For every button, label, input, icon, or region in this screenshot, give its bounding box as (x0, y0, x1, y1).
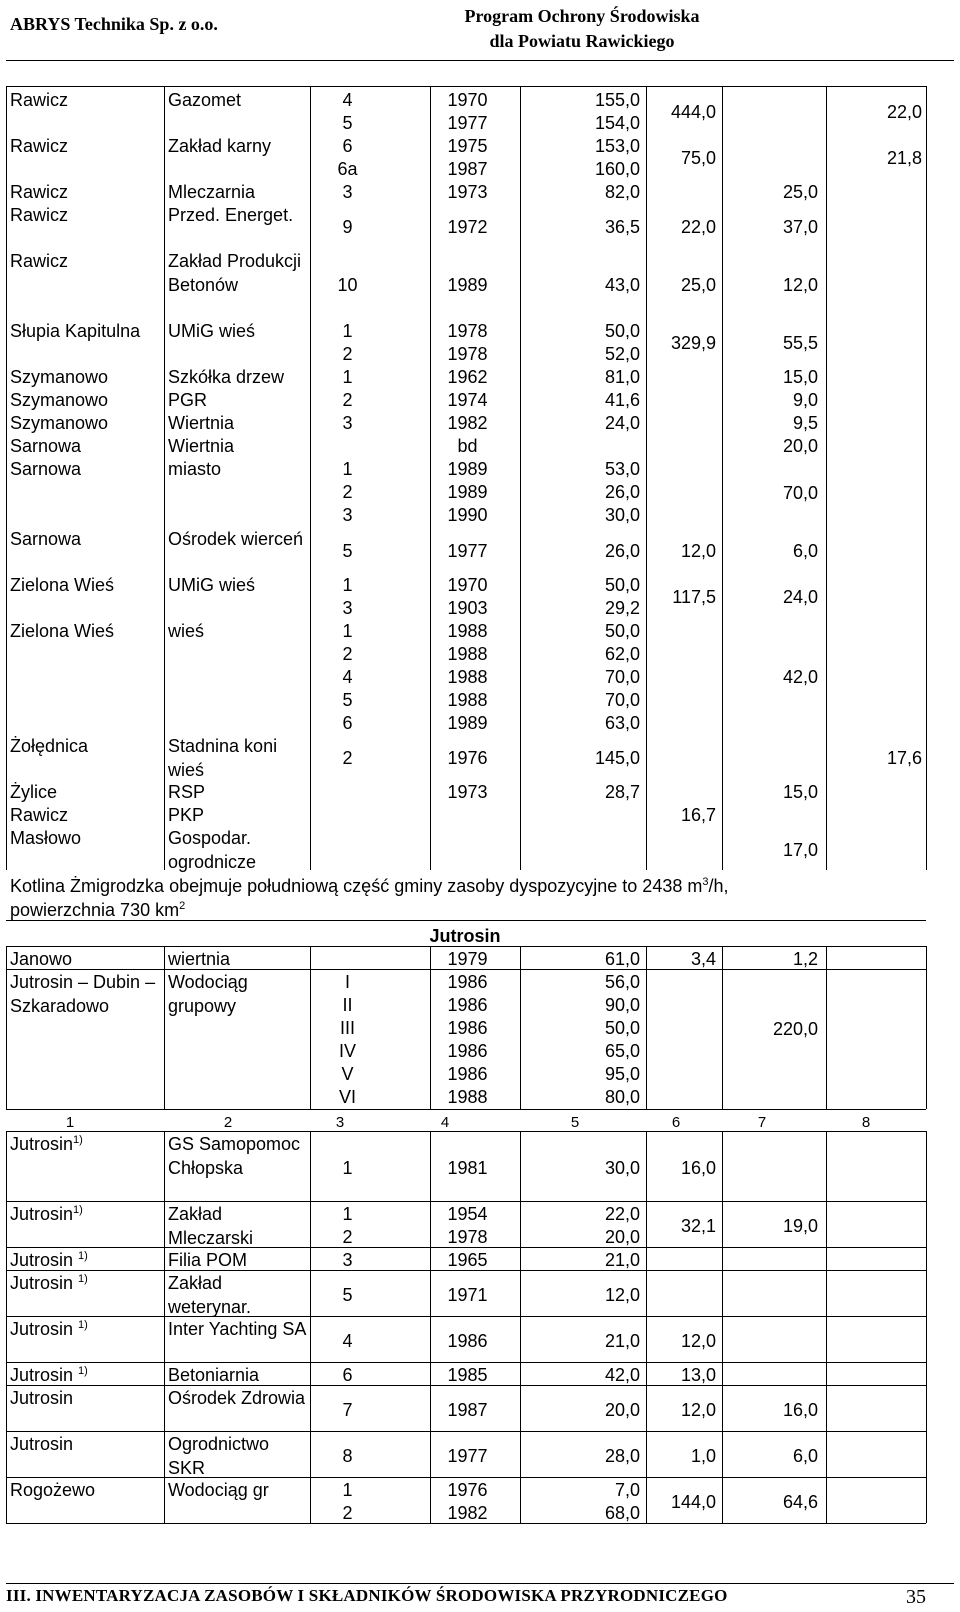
well-number: 3 (342, 598, 353, 618)
well-yield: 61,0 (604, 949, 640, 969)
column-number: 6 (671, 1114, 681, 1131)
col7-value: 42,0 (782, 667, 818, 687)
well-yield: 82,0 (604, 182, 640, 202)
table-rule (646, 946, 647, 1109)
table-rule (6, 1109, 926, 1110)
well-year: 1988 (447, 667, 488, 687)
row-owner: Wodociąg gr (168, 1480, 269, 1500)
well-number: 3 (342, 182, 353, 202)
well-yield: 70,0 (604, 690, 640, 710)
well-year: 1985 (447, 1365, 488, 1385)
well-year: 1976 (447, 1480, 488, 1500)
well-number: 4 (342, 667, 353, 687)
row-location: Sarnowa (10, 436, 82, 456)
well-year: 1987 (447, 159, 488, 179)
well-year: 1989 (447, 713, 488, 733)
col7-value: 19,0 (782, 1215, 818, 1236)
row-location: Rawicz (10, 182, 69, 202)
well-number: 1 (342, 1157, 353, 1178)
row-owner: Wiertnia (168, 436, 235, 456)
column-number: 2 (223, 1114, 233, 1131)
well-number: 2 (342, 482, 353, 502)
well-year: 1962 (447, 367, 488, 387)
well-number: 6 (342, 136, 353, 156)
table-rule (310, 946, 311, 1109)
row-owner: Ośrodek Zdrowia (168, 1388, 306, 1408)
row-location: Janowo (10, 949, 73, 969)
well-number: 3 (342, 413, 353, 433)
well-yield: 41,6 (604, 390, 640, 410)
well-number: 5 (342, 1284, 353, 1305)
well-yield: 42,0 (604, 1365, 640, 1385)
well-year: 1972 (447, 216, 488, 237)
program-title (432, 4, 732, 54)
well-number: 5 (342, 113, 353, 133)
well-number: V (341, 1064, 354, 1084)
col6-value: 12,0 (680, 540, 716, 561)
well-yield: 21,0 (604, 1250, 640, 1270)
well-yield: 50,0 (604, 575, 640, 595)
well-number: 1 (342, 321, 353, 341)
column-number: 7 (757, 1114, 767, 1131)
col8-value: 21,8 (886, 147, 922, 168)
table-rule (926, 1131, 927, 1523)
well-yield: 63,0 (604, 713, 640, 733)
well-yield: 7,0 (614, 1480, 640, 1500)
well-year: 1989 (447, 274, 488, 295)
column-number: 3 (335, 1114, 345, 1131)
row-location: Żylice (10, 782, 58, 802)
well-yield: 30,0 (604, 505, 640, 525)
note-line2: powierzchnia 730 km (10, 900, 180, 920)
table-rule (310, 1131, 311, 1523)
table-rule (646, 1131, 647, 1523)
well-number: 6 (342, 713, 353, 733)
row-owner: Ogrodnictwo SKR (168, 1434, 270, 1478)
well-number: 1 (342, 575, 353, 595)
row-owner: Zakład Produkcji Betonów (168, 251, 302, 295)
row-owner: wiertnia (168, 949, 231, 969)
well-number: 8 (342, 1445, 353, 1466)
well-year: 1988 (447, 690, 488, 710)
table-rule (430, 86, 431, 870)
col6-value: 25,0 (680, 274, 716, 295)
well-yield: 90,0 (604, 995, 640, 1015)
well-yield: 29,2 (604, 598, 640, 618)
well-year: 1975 (447, 136, 488, 156)
well-number: II (342, 995, 353, 1015)
row-owner: UMiG wieś (168, 575, 256, 595)
col6-value: 117,5 (672, 586, 716, 607)
well-number: 10 (337, 274, 358, 295)
well-yield: 21,0 (604, 1330, 640, 1351)
well-number: 2 (342, 644, 353, 664)
row-owner: Zakład Mleczarski (168, 1204, 254, 1248)
note-sup: 2 (179, 900, 186, 912)
row-owner: Zakład karny (168, 136, 272, 156)
well-yield: 50,0 (604, 1018, 640, 1038)
table-rule (722, 86, 723, 870)
well-year: 1982 (447, 413, 488, 433)
well-yield: 53,0 (604, 459, 640, 479)
row-location: Jutrosin$^{1)}$ (10, 1134, 83, 1154)
well-number: 4 (342, 90, 353, 110)
row-location: Żołędnica (10, 736, 89, 756)
well-year: 1970 (447, 90, 488, 110)
well-yield: 28,7 (604, 782, 640, 802)
col6-value: 1,0 (690, 1445, 716, 1466)
col7-value: 12,0 (782, 274, 818, 295)
col6-value: 12,0 (680, 1399, 716, 1420)
table-rule (926, 946, 927, 1109)
table-rule (826, 86, 827, 870)
row-owner: PKP (168, 805, 205, 825)
col6-value: 3,4 (690, 949, 716, 969)
well-year: 1971 (447, 1284, 488, 1305)
col7-value: 15,0 (782, 782, 818, 802)
well-yield: 160,0 (594, 159, 640, 179)
column-number: 1 (65, 1114, 75, 1131)
well-year: 1978 (447, 344, 488, 364)
well-yield: 30,0 (604, 1157, 640, 1178)
well-year: 1986 (447, 1018, 488, 1038)
well-year: 1986 (447, 1330, 488, 1351)
row-location: Słupia Kapitulna (10, 321, 141, 341)
well-yield: 68,0 (604, 1503, 640, 1523)
well-number: 2 (342, 1503, 353, 1523)
well-yield: 28,0 (604, 1445, 640, 1466)
footnote-marker: 1) (78, 1365, 88, 1377)
well-number: 9 (342, 216, 353, 237)
well-number: 5 (342, 690, 353, 710)
row-location: Szymanowo (10, 413, 109, 433)
table-rule (6, 1523, 926, 1524)
row-owner: Inter Yachting SA (168, 1319, 307, 1339)
col6-value: 32,1 (680, 1215, 716, 1236)
row-owner: GS Samopomoc Chłopska (168, 1134, 301, 1178)
table-rule (722, 1131, 723, 1523)
col7-value: 55,5 (782, 332, 818, 353)
well-year: 1986 (447, 995, 488, 1015)
well-year: 1988 (447, 1087, 488, 1107)
well-yield: 50,0 (604, 321, 640, 341)
well-year: 1973 (447, 782, 488, 802)
row-location: Rawicz (10, 251, 69, 271)
well-number: 4 (342, 1330, 353, 1351)
column-number: 8 (861, 1114, 871, 1131)
well-yield: 154,0 (594, 113, 640, 133)
well-year: 1990 (447, 505, 488, 525)
note-line1: Kotlina Żmigrodzka obejmuje południową część gminy zasoby dyspozycyjne to 2438 m (10, 876, 703, 896)
well-yield: 43,0 (604, 274, 640, 295)
col6-value: 13,0 (680, 1365, 716, 1385)
col7-value: 64,6 (782, 1491, 818, 1512)
well-number: 7 (342, 1399, 353, 1420)
well-yield: 153,0 (594, 136, 640, 156)
program-title-line2: dla Powiatu Rawickiego (489, 31, 675, 51)
col6-value: 444,0 (670, 101, 716, 122)
col7-value: 70,0 (782, 482, 818, 503)
well-number: 1 (342, 1204, 353, 1224)
row-owner: miasto (168, 459, 222, 479)
col6-value: 75,0 (680, 147, 716, 168)
col7-value: 20,0 (782, 436, 818, 456)
footnote-marker: 1) (73, 1204, 83, 1216)
table-rule (310, 86, 311, 870)
table-rule (926, 86, 927, 870)
row-owner: UMiG wieś (168, 321, 256, 341)
footer-rule (6, 1583, 954, 1584)
row-owner: Zakład weterynar. (168, 1273, 252, 1317)
row-location: Zielona Wieś (10, 575, 115, 595)
well-yield: 70,0 (604, 667, 640, 687)
program-title-line1: Program Ochrony Środowiska (464, 6, 700, 26)
col6-value: 16,7 (680, 805, 716, 825)
row-owner: Gospodar. ogrodnicze (168, 828, 257, 872)
row-owner: Betoniarnia (168, 1365, 260, 1385)
well-number: 1 (342, 367, 353, 387)
row-owner: Stadnina koni wieś (168, 736, 278, 780)
well-number: IV (338, 1041, 356, 1061)
well-year: 1987 (447, 1399, 488, 1420)
well-yield: 50,0 (604, 621, 640, 641)
col6-value: 12,0 (680, 1330, 716, 1351)
well-year: 1974 (447, 390, 488, 410)
row-location: Jutrosin – Dubin – Szkaradowo (10, 972, 156, 1016)
table-rule (826, 1131, 827, 1523)
col7-value: 1,2 (792, 949, 818, 969)
well-number: 1 (342, 1480, 353, 1500)
col7-value: 9,0 (792, 390, 818, 410)
section-title: Jutrosin (429, 926, 501, 946)
col7-value: 9,5 (792, 413, 818, 433)
well-year: 1978 (447, 321, 488, 341)
row-location: Rawicz (10, 90, 69, 110)
row-owner: Przed. Energet. (168, 205, 294, 225)
well-year: 1989 (447, 482, 488, 502)
col8-value: 22,0 (886, 101, 922, 122)
col7-value: 220,0 (772, 1019, 818, 1039)
well-number: 6 (342, 1365, 353, 1385)
footnote-marker: 1) (78, 1250, 88, 1262)
well-year: 1977 (447, 540, 488, 561)
well-year: 1954 (447, 1204, 488, 1224)
col6-value: 144,0 (670, 1491, 716, 1512)
well-yield: 12,0 (604, 1284, 640, 1305)
well-number: 2 (342, 390, 353, 410)
well-year: 1970 (447, 575, 488, 595)
well-yield: 26,0 (604, 482, 640, 502)
row-location: Sarnowa (10, 529, 82, 549)
well-number: VI (338, 1087, 356, 1107)
col7-value: 15,0 (782, 367, 818, 387)
table-rule (430, 946, 431, 1109)
well-yield: 22,0 (604, 1204, 640, 1224)
row-location: Jutrosin $^{1)}$ (10, 1365, 88, 1385)
well-yield: 56,0 (604, 972, 640, 992)
well-year: 1978 (447, 1227, 488, 1247)
table-rule (6, 86, 7, 870)
row-location: Rogożewo (10, 1480, 96, 1500)
well-year: 1982 (447, 1503, 488, 1523)
well-year: 1988 (447, 621, 488, 641)
well-yield: 20,0 (604, 1227, 640, 1247)
col7-value: 17,0 (782, 839, 818, 860)
well-year: 1977 (447, 113, 488, 133)
well-number: 1 (342, 459, 353, 479)
table-rule (646, 86, 647, 870)
well-number: 2 (342, 1227, 353, 1247)
row-owner: Wodociąg grupowy (168, 972, 248, 1016)
table-rule (6, 1131, 7, 1523)
page-number: 35 (906, 1586, 926, 1608)
col7-value: 6,0 (792, 1445, 818, 1466)
well-year: 1988 (447, 644, 488, 664)
row-location: Masłowo (10, 828, 82, 848)
row-location: Szymanowo (10, 367, 109, 387)
col6-value: 329,9 (670, 332, 716, 353)
well-yield: 95,0 (604, 1064, 640, 1084)
well-year: 1986 (447, 1041, 488, 1061)
well-year: 1903 (447, 598, 488, 618)
footer-section-title: III. INWENTARYZACJA ZASOBÓW I SKŁADNIKÓW ŚRODOWISKA PRZYRODNICZEGO (6, 1586, 728, 1605)
row-owner: wieś (168, 621, 205, 641)
row-location: Jutrosin$^{1)}$ (10, 1204, 83, 1224)
table-rule (520, 1131, 521, 1523)
row-location: Jutrosin $^{1)}$ (10, 1319, 88, 1339)
well-yield: 81,0 (604, 367, 640, 387)
table-rule (430, 1131, 431, 1523)
well-year: 1986 (447, 972, 488, 992)
row-location: Jutrosin $^{1)}$ (10, 1273, 88, 1293)
row-owner: Ośrodek wierceń (168, 529, 304, 549)
well-yield: 145,0 (594, 747, 640, 768)
table-rule (6, 86, 926, 87)
table-rule (164, 946, 165, 1109)
footnote-marker: 1) (78, 1319, 88, 1331)
well-number: 2 (342, 747, 353, 768)
well-number: 3 (342, 1250, 353, 1270)
row-location: Rawicz (10, 805, 69, 825)
well-number: 6a (337, 159, 358, 179)
col6-value: 16,0 (680, 1157, 716, 1178)
well-yield: 65,0 (604, 1041, 640, 1061)
row-owner: PGR (168, 390, 208, 410)
table-rule (164, 1131, 165, 1523)
note-paragraph (10, 874, 920, 922)
col7-value: 25,0 (782, 182, 818, 202)
note-sup: 3 (702, 876, 709, 888)
well-year: 1976 (447, 747, 488, 768)
footnote-marker: 1) (78, 1273, 88, 1285)
table-rule (722, 946, 723, 1109)
well-year: 1977 (447, 1445, 488, 1466)
table-rule (520, 86, 521, 870)
table-rule (6, 946, 7, 1109)
well-year: 1973 (447, 182, 488, 202)
header-rule (6, 60, 954, 61)
note-line1-end: /h, (708, 876, 729, 896)
well-year: 1986 (447, 1064, 488, 1084)
well-yield: 24,0 (604, 413, 640, 433)
well-yield: 155,0 (594, 90, 640, 110)
row-location: Zielona Wieś (10, 621, 115, 641)
row-owner: Wiertnia (168, 413, 235, 433)
company-name: ABRYS Technika Sp. z o.o. (10, 14, 218, 34)
table-rule (826, 946, 827, 1109)
well-yield: 62,0 (604, 644, 640, 664)
col7-value: 24,0 (782, 586, 818, 607)
row-location: Szymanowo (10, 390, 109, 410)
col8-value: 17,6 (886, 747, 922, 768)
row-location: Rawicz (10, 205, 69, 225)
well-year: bd (457, 436, 478, 456)
row-owner: Gazomet (168, 90, 242, 110)
row-owner: Filia POM (168, 1250, 248, 1270)
well-yield: 80,0 (604, 1087, 640, 1107)
col7-value: 37,0 (782, 216, 818, 237)
row-owner: Mleczarnia (168, 182, 256, 202)
column-number: 5 (570, 1114, 580, 1131)
well-year: 1979 (447, 949, 488, 969)
well-yield: 36,5 (604, 216, 640, 237)
row-owner: Szkółka drzew (168, 367, 285, 387)
column-number: 4 (440, 1114, 450, 1131)
table-rule (520, 946, 521, 1109)
row-location: Rawicz (10, 136, 69, 156)
row-location: Sarnowa (10, 459, 82, 479)
row-location: Jutrosin $^{1)}$ (10, 1250, 88, 1270)
well-number: 5 (342, 540, 353, 561)
well-year: 1981 (447, 1157, 488, 1178)
well-number: I (344, 972, 350, 992)
well-yield: 52,0 (604, 344, 640, 364)
well-number: 2 (342, 344, 353, 364)
footnote-marker: 1) (73, 1134, 83, 1146)
col7-value: 6,0 (792, 540, 818, 561)
well-number: III (339, 1018, 355, 1038)
well-number: 3 (342, 505, 353, 525)
well-yield: 26,0 (604, 540, 640, 561)
well-yield: 20,0 (604, 1399, 640, 1420)
col7-value: 16,0 (782, 1399, 818, 1420)
table-rule (164, 86, 165, 870)
well-year: 1989 (447, 459, 488, 479)
well-year: 1965 (447, 1250, 488, 1270)
table-rule (6, 920, 926, 921)
row-location: Jutrosin (10, 1434, 74, 1454)
row-owner: RSP (168, 782, 206, 802)
col6-value: 22,0 (680, 216, 716, 237)
well-number: 1 (342, 621, 353, 641)
row-location: Jutrosin (10, 1388, 74, 1408)
